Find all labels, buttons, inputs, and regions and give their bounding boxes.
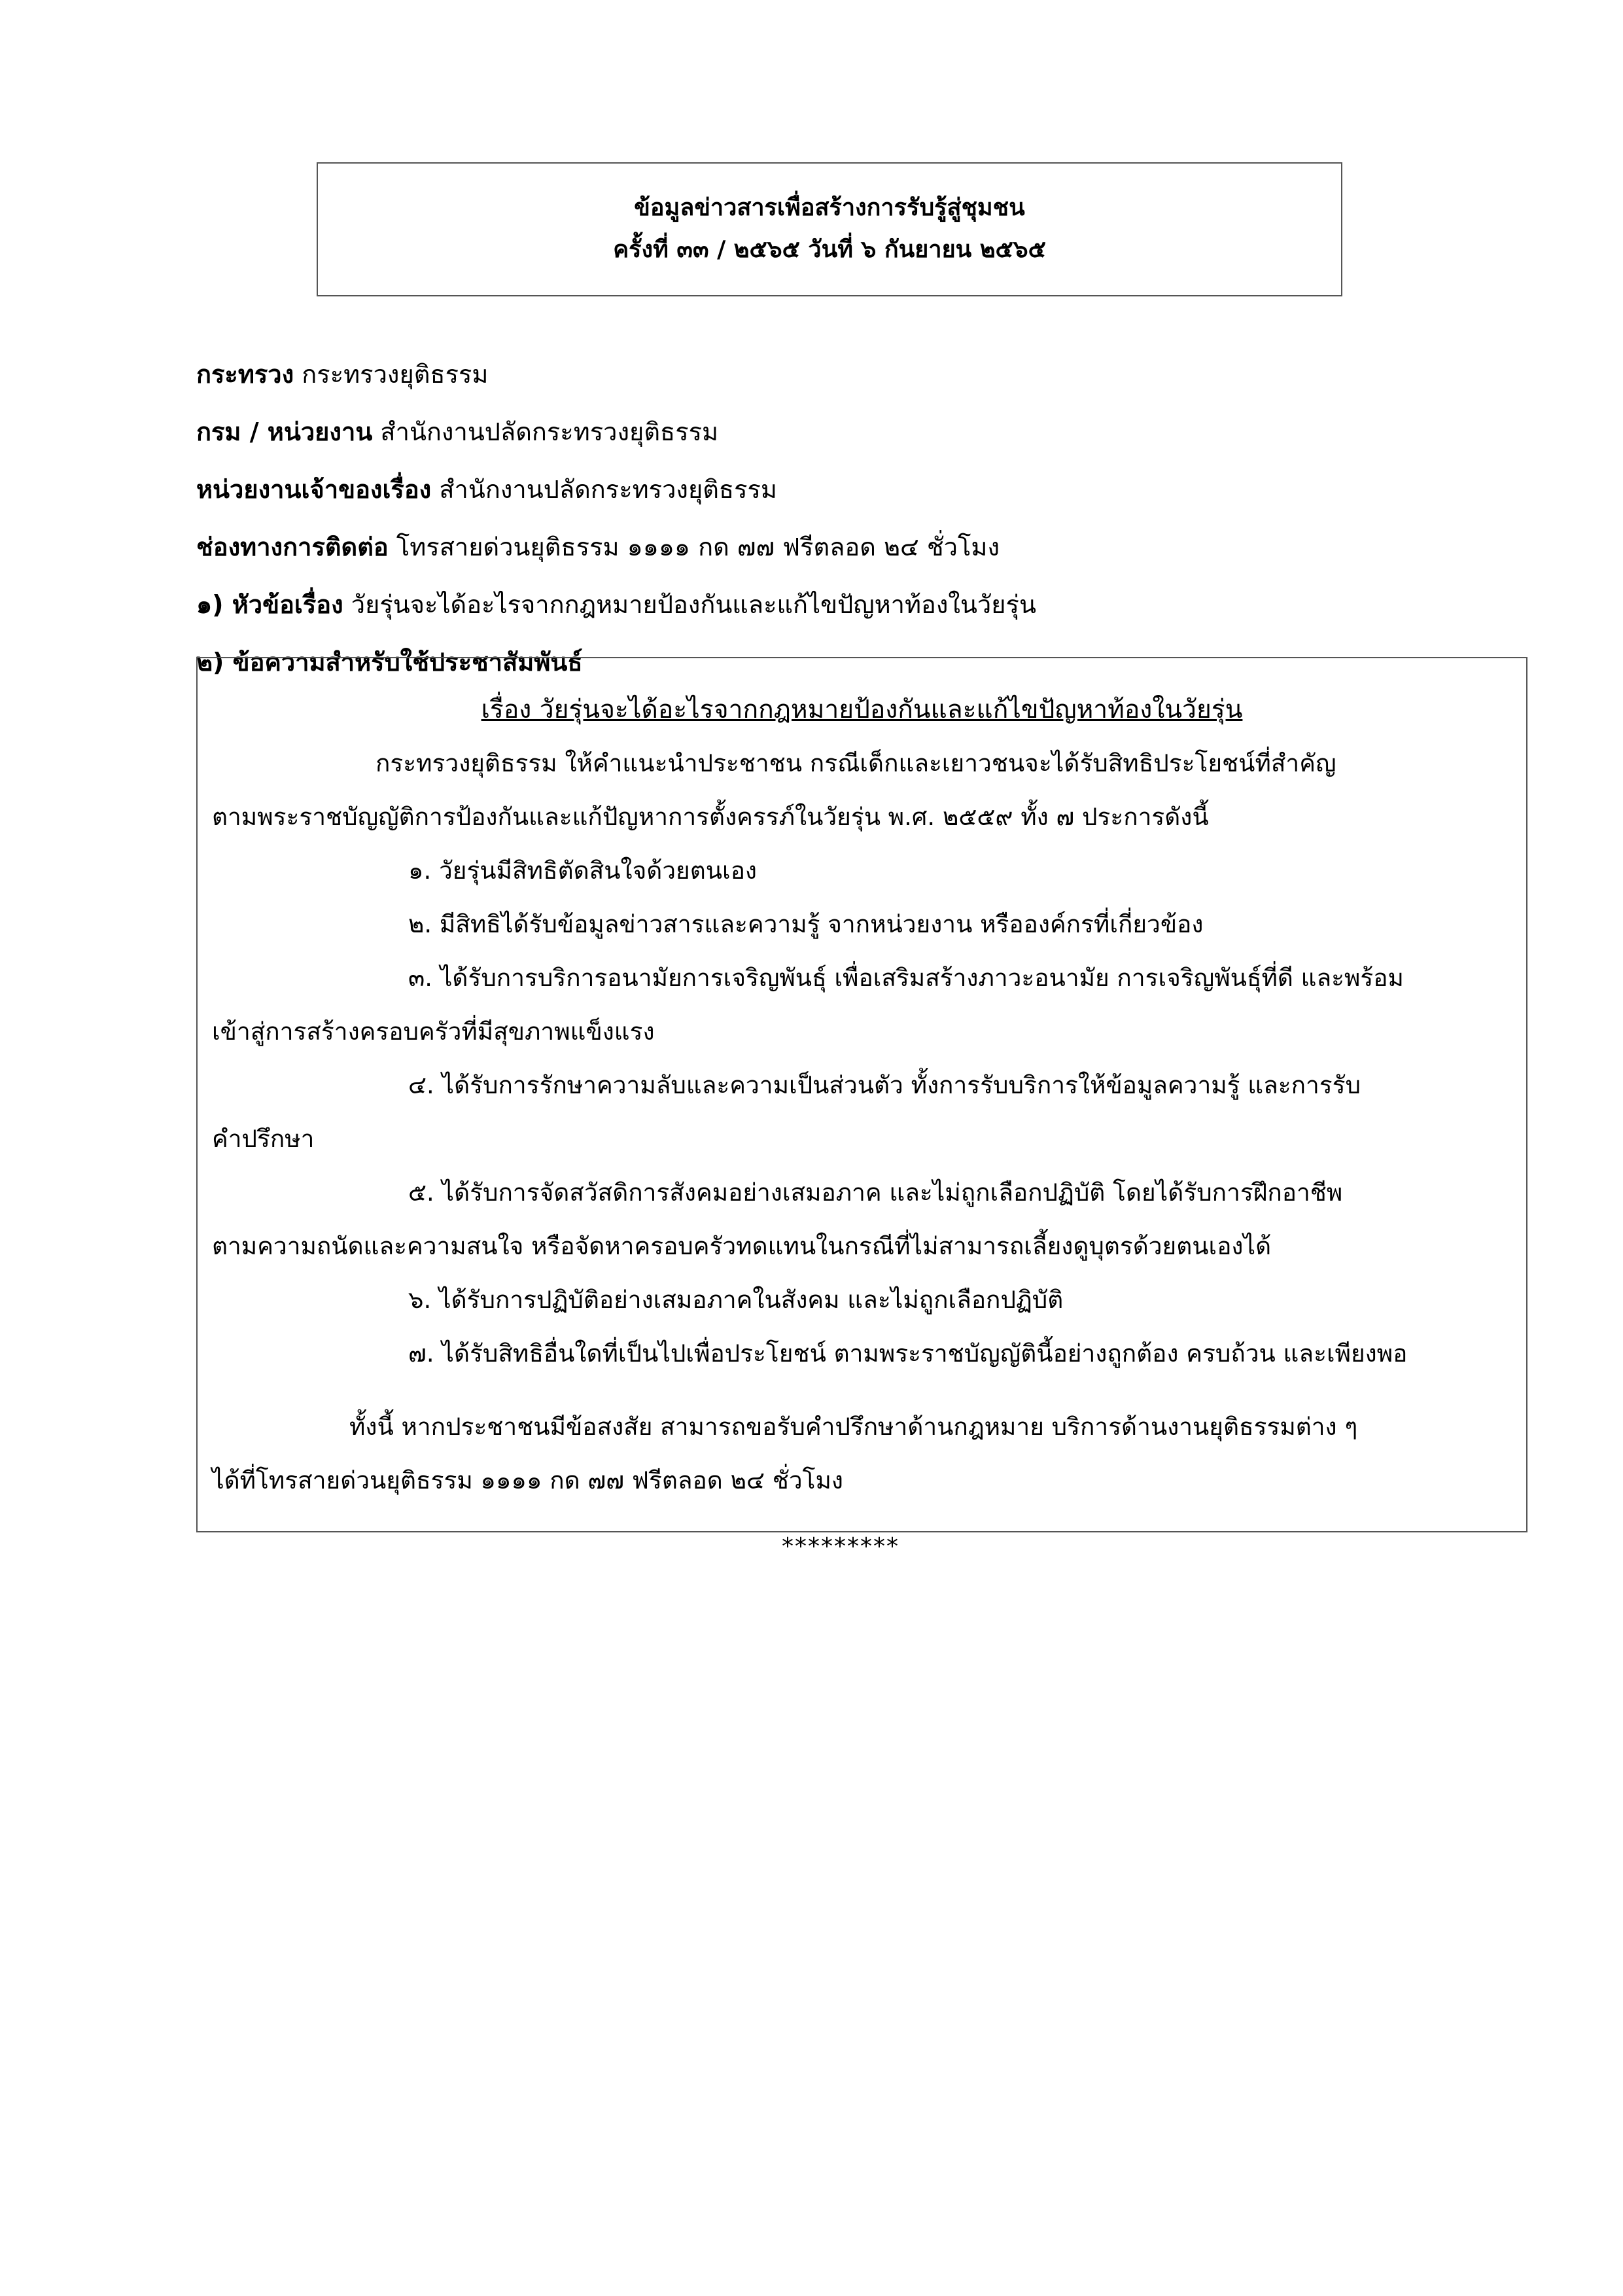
owner-line [196, 461, 1439, 518]
department-label: กรม / หน่วยงาน [196, 417, 373, 446]
right-item-5-cont: ตามความถนัดและความสนใจ หรือจัดหาครอบครัวทดแทนในกรณีที่ไม่สามารถเลี้ยงดูบุตรด้วยตนเองได้ [212, 1232, 1272, 1260]
message-box [196, 657, 1527, 1532]
issue-date-line: ครั้งที่ ๓๓ / ๒๕๖๕ วันที่ ๖ กันยายน ๒๕๖๕ [613, 236, 1046, 263]
right-item-4: ๔. ได้รับการรักษาความลับและความเป็นส่วนตัว ทั้งการรับบริการให้ข้อมูลความรู้ และการรับ [408, 1071, 1361, 1099]
right-item-3: ๓. ได้รับการบริการอนามัยการเจริญพันธุ์ เพื่อเสริมสร้างภาวะอนามัย การเจริญพันธุ์ที่ดี และพร้อม [408, 964, 1404, 992]
header-box [317, 162, 1342, 296]
topic-line [196, 576, 1439, 633]
contact-value: โทรสายด่วนยุติธรรม ๑๑๑๑ กด ๗๗ ฟรีตลอด ๒๔ ชั่วโมง [396, 533, 1000, 561]
document-title: ข้อมูลข่าวสารเพื่อสร้างการรับรู้สู่ชุมชน [634, 194, 1025, 221]
owner-label: หน่วยงานเจ้าของเรื่อง [196, 475, 432, 504]
ministry-value: กระทรวงยุติธรรม [302, 360, 489, 389]
end-separator: ********* [782, 1533, 899, 1560]
topic-value: วัยรุ่นจะได้อะไรจากกฎหมายป้องกันและแก้ไขปัญหาท้องในวัยรุ่น [351, 590, 1036, 619]
ministry-line [196, 345, 1439, 403]
contact-label: ช่องทางการติดต่อ [196, 533, 389, 561]
right-item-1: ๑. วัยรุ่นมีสิทธิตัดสินใจด้วยตนเอง [408, 857, 757, 885]
right-item-6: ๖. ได้รับการปฏิบัติอย่างเสมอภาคในสังคม และไม่ถูกเลือกปฏิบัติ [408, 1286, 1064, 1314]
message-title: เรื่อง วัยรุ่นจะได้อะไรจากกฎหมายป้องกันและแก้ไขปัญหาท้องในวัยรุ่น [481, 695, 1243, 724]
topic-label: ๑) หัวข้อเรื่อง [196, 590, 343, 619]
department-value: สำนักงานปลัดกระทรวงยุติธรรม [380, 417, 719, 446]
right-item-3-cont: เข้าสู่การสร้างครอบครัวที่มีสุขภาพแข็งแรง [212, 1017, 655, 1046]
closing-line-2: ได้ที่โทรสายด่วนยุติธรรม ๑๑๑๑ กด ๗๗ ฟรีตลอด ๒๔ ชั่วโมง [212, 1466, 843, 1494]
contact-line [196, 518, 1439, 576]
closing-line-1: ทั้งนี้ หากประชาชนมีข้อสงสัย สามารถขอรับคำปรึกษาด้านกฎหมาย บริการด้านงานยุติธรรมต่าง ๆ [349, 1413, 1358, 1441]
right-item-7: ๗. ได้รับสิทธิอื่นใดที่เป็นไปเพื่อประโยชน์ ตามพระราชบัญญัตินี้อย่างถูกต้อง ครบถ้วน และเพียงพอ [408, 1339, 1408, 1368]
ministry-label: กระทรวง [196, 360, 294, 389]
pr-label: ๒) ข้อความสำหรับใช้ประชาสัมพันธ์ [196, 648, 583, 677]
owner-value: สำนักงานปลัดกระทรวงยุติธรรม [439, 475, 777, 504]
department-line [196, 403, 1439, 461]
right-item-5: ๕. ได้รับการจัดสวัสดิการสังคมอย่างเสมอภาค และไม่ถูกเลือกปฏิบัติ โดยได้รับการฝึกอาชีพ [408, 1178, 1343, 1207]
intro-line-1: กระทรวงยุติธรรม ให้คำแนะนำประชาชน กรณีเด็กและเยาวชนจะได้รับสิทธิประโยชน์ที่สำคัญ [375, 749, 1336, 777]
info-section [196, 345, 1439, 691]
right-item-2: ๒. มีสิทธิได้รับข้อมูลข่าวสารและความรู้ จากหน่วยงาน หรือองค์กรที่เกี่ยวข้อง [408, 910, 1204, 938]
intro-line-2: ตามพระราชบัญญัติการป้องกันและแก้ปัญหาการตั้งครรภ์ในวัยรุ่น พ.ศ. ๒๕๕๙ ทั้ง ๗ ประการดังนี้ [212, 803, 1209, 831]
right-item-4-cont: คำปรึกษา [212, 1125, 315, 1153]
